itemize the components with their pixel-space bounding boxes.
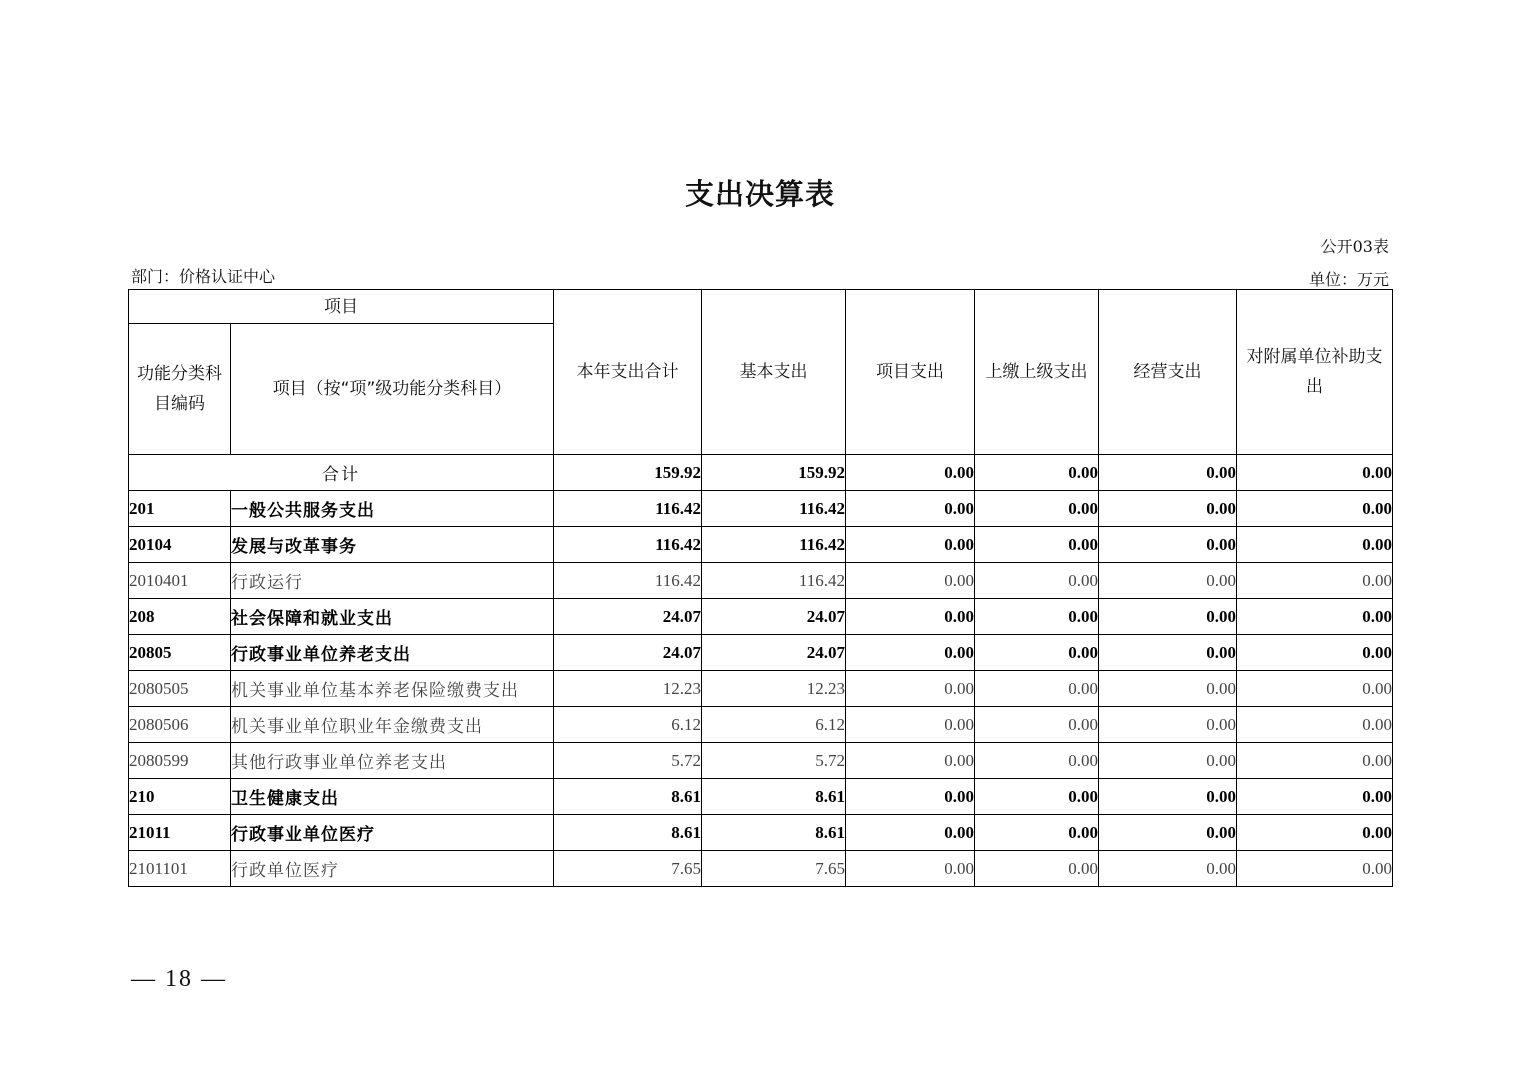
header-project-expense: 项目支出: [846, 290, 975, 455]
row-name: 一般公共服务支出: [231, 491, 554, 527]
row-value: 0.00: [1237, 851, 1393, 887]
total-cell: 0.00: [975, 455, 1099, 491]
row-value: 0.00: [975, 599, 1099, 635]
row-value: 0.00: [1237, 527, 1393, 563]
row-value: 8.61: [554, 815, 702, 851]
row-name: 机关事业单位基本养老保险缴费支出: [231, 671, 554, 707]
row-value: 0.00: [846, 599, 975, 635]
row-value: 0.00: [1099, 635, 1237, 671]
row-value: 0.00: [975, 491, 1099, 527]
row-value: 0.00: [1099, 707, 1237, 743]
table-row: [129, 527, 1393, 563]
row-value: 0.00: [1237, 779, 1393, 815]
row-value: 0.00: [1099, 563, 1237, 599]
row-value: 0.00: [1099, 671, 1237, 707]
row-value: 116.42: [554, 563, 702, 599]
row-value: 7.65: [554, 851, 702, 887]
row-value: 24.07: [702, 599, 846, 635]
header-total: 本年支出合计: [554, 290, 702, 455]
row-value: 0.00: [975, 671, 1099, 707]
row-value: 0.00: [975, 527, 1099, 563]
row-value: 0.00: [1237, 599, 1393, 635]
row-value: 0.00: [846, 563, 975, 599]
row-value: 0.00: [846, 527, 975, 563]
row-value: 0.00: [846, 851, 975, 887]
header-subsidy: 对附属单位补助支出: [1237, 290, 1393, 455]
table-row: [129, 815, 1393, 851]
total-cell: 0.00: [1237, 455, 1393, 491]
row-value: 0.00: [975, 707, 1099, 743]
row-value: 0.00: [1099, 743, 1237, 779]
row-value: 0.00: [846, 707, 975, 743]
row-value: 8.61: [702, 779, 846, 815]
row-value: 0.00: [1099, 527, 1237, 563]
header-basic: 基本支出: [702, 290, 846, 455]
row-name: 发展与改革事务: [231, 527, 554, 563]
page-number: — 18 —: [131, 966, 227, 992]
header-upper: 上缴上级支出: [975, 290, 1099, 455]
row-value: 6.12: [702, 707, 846, 743]
row-value: 116.42: [702, 527, 846, 563]
row-code: 21011: [129, 815, 231, 851]
row-code: 2080505: [129, 671, 231, 707]
row-value: 24.07: [554, 599, 702, 635]
row-value: 0.00: [1237, 815, 1393, 851]
row-value: 6.12: [554, 707, 702, 743]
total-label: 合计: [129, 455, 554, 491]
form-number: 公开03表: [1320, 237, 1389, 256]
row-value: 0.00: [1237, 743, 1393, 779]
row-value: 8.61: [702, 815, 846, 851]
table-row: [129, 635, 1393, 671]
row-value: 0.00: [1237, 707, 1393, 743]
row-value: 0.00: [1099, 815, 1237, 851]
total-cell: 0.00: [1099, 455, 1237, 491]
total-cell: 159.92: [554, 455, 702, 491]
row-value: 0.00: [1099, 851, 1237, 887]
row-value: 0.00: [846, 779, 975, 815]
row-code: 208: [129, 599, 231, 635]
row-name: 卫生健康支出: [231, 779, 554, 815]
header-project: 项目: [129, 290, 554, 324]
table-row: [129, 707, 1393, 743]
row-value: 116.42: [554, 491, 702, 527]
row-value: 0.00: [846, 743, 975, 779]
row-code: 20104: [129, 527, 231, 563]
unit-label: 单位：万元: [1308, 270, 1389, 289]
row-value: 0.00: [975, 779, 1099, 815]
row-name: 行政单位医疗: [231, 851, 554, 887]
row-code: 2010401: [129, 563, 231, 599]
row-value: 7.65: [702, 851, 846, 887]
row-code: 210: [129, 779, 231, 815]
row-value: 5.72: [554, 743, 702, 779]
row-value: 0.00: [846, 491, 975, 527]
expenditure-table: [128, 289, 1393, 887]
row-name: 机关事业单位职业年金缴费支出: [231, 707, 554, 743]
row-value: 12.23: [702, 671, 846, 707]
row-value: 0.00: [975, 743, 1099, 779]
total-cell: 0.00: [846, 455, 975, 491]
table-row: [129, 599, 1393, 635]
row-value: 0.00: [975, 815, 1099, 851]
header-name: 项目（按“项”级功能分类科目）: [231, 324, 554, 455]
row-code: 2101101: [129, 851, 231, 887]
total-row: [129, 455, 1393, 491]
row-value: 116.42: [554, 527, 702, 563]
table-row: [129, 851, 1393, 887]
row-name: 行政事业单位医疗: [231, 815, 554, 851]
row-value: 8.61: [554, 779, 702, 815]
row-name: 行政运行: [231, 563, 554, 599]
row-value: 116.42: [702, 491, 846, 527]
row-value: 116.42: [702, 563, 846, 599]
header-code: 功能分类科目编码: [129, 324, 231, 455]
row-name: 其他行政事业单位养老支出: [231, 743, 554, 779]
row-code: 2080506: [129, 707, 231, 743]
table-row: [129, 491, 1393, 527]
row-code: 2080599: [129, 743, 231, 779]
row-value: 0.00: [1237, 563, 1393, 599]
row-value: 0.00: [1237, 671, 1393, 707]
row-value: 5.72: [702, 743, 846, 779]
row-name: 行政事业单位养老支出: [231, 635, 554, 671]
page-title: 支出决算表: [684, 177, 835, 211]
row-value: 0.00: [1237, 491, 1393, 527]
row-value: 12.23: [554, 671, 702, 707]
row-value: 0.00: [1099, 599, 1237, 635]
row-value: 0.00: [975, 563, 1099, 599]
total-cell: 159.92: [702, 455, 846, 491]
row-value: 0.00: [975, 635, 1099, 671]
row-value: 0.00: [1237, 635, 1393, 671]
row-value: 0.00: [975, 851, 1099, 887]
table-row: [129, 743, 1393, 779]
row-code: 20805: [129, 635, 231, 671]
table-body: [129, 455, 1393, 887]
row-value: 0.00: [846, 671, 975, 707]
row-value: 24.07: [702, 635, 846, 671]
row-code: 201: [129, 491, 231, 527]
table-row: [129, 779, 1393, 815]
table-row: [129, 671, 1393, 707]
row-value: 0.00: [846, 635, 975, 671]
row-name: 社会保障和就业支出: [231, 599, 554, 635]
table-row: [129, 563, 1393, 599]
row-value: 0.00: [846, 815, 975, 851]
row-value: 0.00: [1099, 491, 1237, 527]
department-label: 部门：价格认证中心: [131, 267, 276, 286]
row-value: 0.00: [1099, 779, 1237, 815]
header-business: 经营支出: [1099, 290, 1237, 455]
row-value: 24.07: [554, 635, 702, 671]
